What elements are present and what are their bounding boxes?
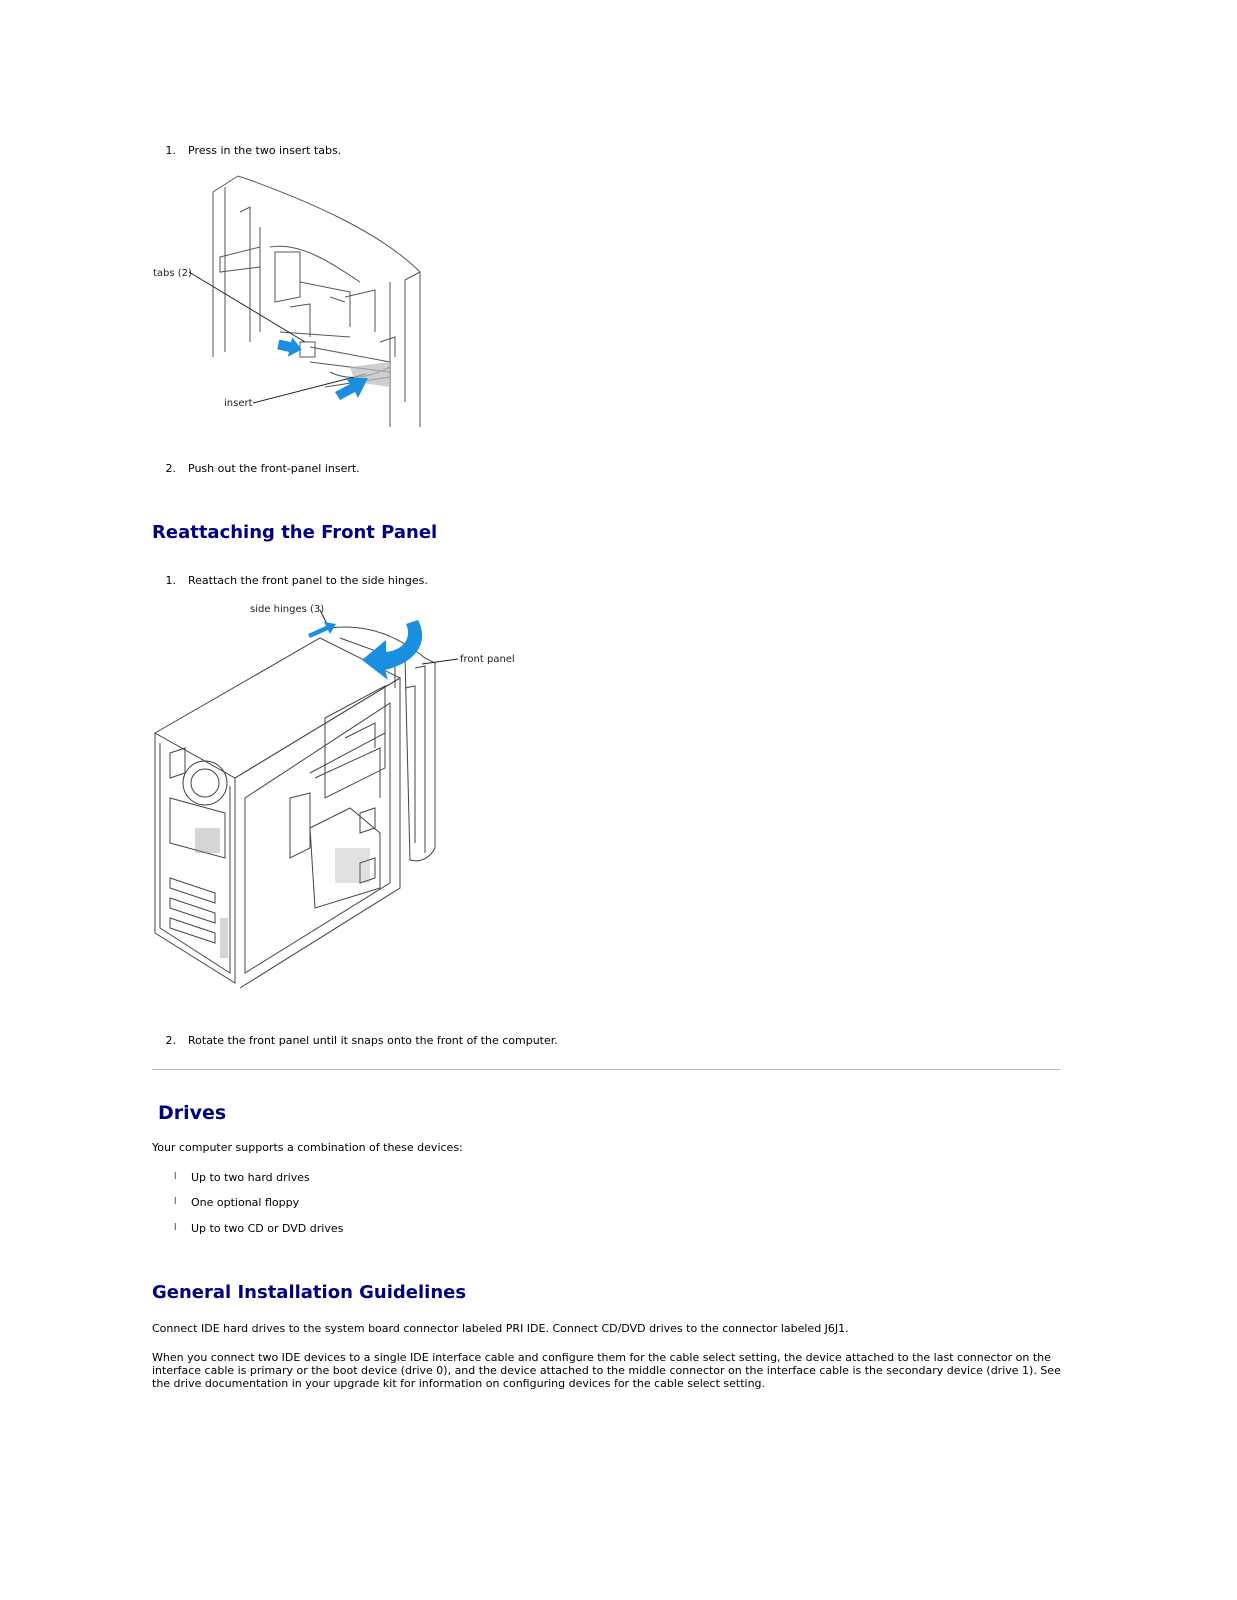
section-heading: Drives — [158, 1102, 227, 1124]
arrow-icon — [335, 378, 368, 400]
insert-tabs-figure — [150, 172, 440, 430]
list-item: One optional floppy — [191, 1196, 300, 1209]
rotate-arrow-icon — [362, 620, 422, 680]
front-panel-label: front panel — [460, 654, 515, 665]
arrow-icon — [308, 622, 336, 638]
list-item: Up to two hard drives — [191, 1171, 310, 1184]
step-number: 2. — [165, 462, 176, 475]
step-text: Push out the front-panel insert. — [188, 462, 360, 475]
guideline-paragraph: Connect IDE hard drives to the system board connector labeled PRI IDE. Connect CD/DVD drives to the connector labeled J6J1. — [152, 1322, 849, 1335]
section-heading: General Installation Guidelines — [152, 1282, 467, 1303]
drives-intro: Your computer supports a combination of these devices: — [152, 1141, 463, 1154]
step-text: Press in the two insert tabs. — [188, 144, 342, 157]
step-number: 2. — [165, 1034, 176, 1047]
section-divider — [152, 1069, 1060, 1070]
step-text: Reattach the front panel to the side hinges. — [188, 574, 428, 587]
hinges-label: side hinges (3) — [250, 604, 325, 615]
step-number: 1. — [165, 574, 176, 587]
list-item: Up to two CD or DVD drives — [191, 1222, 344, 1235]
step-number: 1. — [165, 144, 176, 157]
bullet-glyph: l — [174, 1172, 177, 1182]
step-text: Rotate the front panel until it snaps onto the front of the computer. — [188, 1034, 558, 1047]
bullet-glyph: l — [174, 1197, 177, 1207]
tabs-label: tabs (2) — [153, 268, 192, 279]
front-panel-figure — [150, 598, 525, 993]
section-heading: Reattaching the Front Panel — [152, 522, 438, 543]
insert-label: insert — [224, 398, 253, 409]
bullet-glyph: l — [174, 1223, 177, 1233]
guideline-paragraph: When you connect two IDE devices to a single IDE interface cable and configure them for the cable select setting, the device attached to the last connector on the interface cable is primary or the boot device (drive 0), and the device attached to the middle connector on the interface cable is the secondary device (drive 1). See the drive documentation in your upgrade kit for information on configuring devices for the cable select setting. — [152, 1351, 1061, 1390]
